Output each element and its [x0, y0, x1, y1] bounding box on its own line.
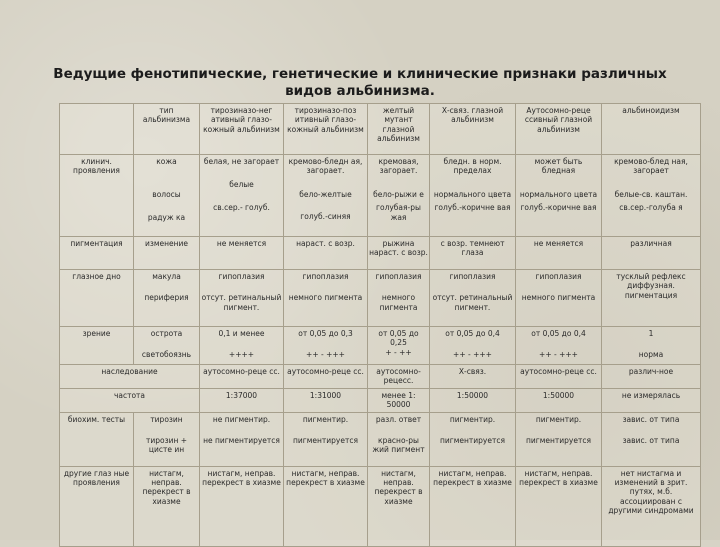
cell-text: бело-желтые	[299, 189, 352, 199]
cell-text: завис. от типа	[622, 414, 680, 424]
cell-text: гипоплазия	[449, 272, 496, 281]
cell-text: отсут. ретинальный пигмент.	[432, 293, 513, 312]
table-cell: нараст. с возр.	[284, 237, 368, 270]
table-cell: нистагм, неправ. перекрест в хиазме	[430, 466, 516, 546]
table-cell: аутосомно-реце сс.	[200, 365, 284, 389]
cell-text: кремово-бледн ая, загорает.	[288, 157, 363, 176]
table-cell	[602, 155, 701, 237]
sub-label-change: изменение	[134, 237, 200, 270]
cell-text: разл. ответ	[375, 414, 422, 424]
table-row-clinical	[60, 155, 701, 237]
cell-text: 0,1 и менее	[218, 329, 265, 338]
table-row-other	[60, 466, 701, 546]
cell-text: + - ++	[385, 347, 412, 357]
table-cell	[602, 327, 701, 365]
header-col-4: Х-связ. глазной альбинизм	[430, 104, 516, 155]
cell-text: белые	[229, 180, 254, 190]
cell-text: от 0,05 до 0,3	[298, 329, 353, 338]
table-cell	[430, 412, 516, 466]
table-cell	[200, 155, 284, 237]
header-col-5: Аутосомно-реце ссивный глазной альбинизм	[516, 104, 602, 155]
sub-label-tyrosine-cysteine: тирозин + цисте ин	[145, 436, 188, 455]
cell-text: ++ - +++	[453, 350, 492, 360]
sub-label-macula: макула	[152, 272, 181, 281]
sub-label-acuity: острота	[150, 329, 183, 338]
row-label-clinical: клинич. проявления	[60, 155, 134, 237]
cell-text: пигментируется	[526, 436, 591, 446]
cell-text: кремовая, загорает.	[378, 157, 419, 176]
cell-sub-labels	[134, 412, 200, 466]
table-cell: рыжина нараст. с возр.	[368, 237, 430, 270]
header-type: тип альбинизма	[134, 104, 200, 155]
cell-text: св.сер.-голуба я	[619, 203, 683, 213]
table-cell	[368, 270, 430, 327]
table-row-vision	[60, 327, 701, 365]
header-col-2: тирозиназо-поз итивный глазо-кожный альбинизм	[284, 104, 368, 155]
cell-sub-labels	[134, 327, 200, 365]
table-cell	[430, 155, 516, 237]
cell-text: белая, не загорает	[203, 157, 280, 166]
table-cell: 1:31000	[284, 388, 368, 412]
table-row-inheritance	[60, 365, 701, 389]
slide-title: Ведущие фенотипические, генетические и клинические признаки различных видов альбинизма.	[53, 66, 667, 99]
table-cell	[284, 155, 368, 237]
table-cell	[284, 327, 368, 365]
row-label-biochem: биохим. тесты	[60, 412, 134, 466]
cell-text: бело-рыжи е	[373, 189, 424, 199]
sub-label-periphery: периферия	[144, 293, 189, 303]
table-cell: нистагм, неправ. перекрест в хиазме	[284, 466, 368, 546]
row-label-inheritance: наследование	[60, 365, 200, 389]
cell-text: нормального цвета	[519, 189, 598, 199]
table-cell: с возр. темнеют глаза	[430, 237, 516, 270]
cell-text: 1	[648, 329, 654, 338]
cell-text: голуб.-синяя	[300, 212, 351, 222]
cell-text: св.сер.- голуб.	[213, 202, 270, 212]
table-cell	[200, 270, 284, 327]
sub-label-hair: волосы	[152, 190, 181, 200]
cell-text: пигментируется	[293, 436, 358, 446]
cell-text: ++ - +++	[539, 350, 578, 360]
table-cell: нистагм, неправ. перекрест в хиазме	[516, 466, 602, 546]
table-row-pigment	[60, 237, 701, 270]
cell-text: норма	[638, 350, 664, 360]
row-label-pigment: пигментация	[60, 237, 134, 270]
row-label-fundus: глазное дно	[60, 270, 134, 327]
cell-text: немного пигмента	[379, 293, 418, 312]
table-cell	[430, 270, 516, 327]
table-cell: Х-связ.	[430, 365, 516, 389]
cell-text: немного пигмента	[288, 293, 363, 303]
cell-text: пигментир.	[449, 414, 496, 424]
table-cell: различная	[602, 237, 701, 270]
table-cell	[516, 412, 602, 466]
table-cell: не меняется	[200, 237, 284, 270]
header-col-6: альбиноидизм	[602, 104, 701, 155]
cell-text: пигментир.	[302, 414, 349, 424]
cell-text: нормального цвета	[433, 189, 512, 199]
cell-text: завис. от типа	[622, 436, 680, 446]
cell-text: от 0,05 до 0,4	[531, 329, 586, 338]
table-cell	[516, 155, 602, 237]
table-row-biochem	[60, 412, 701, 466]
header-col-1: тирозиназо-нег ативный глазо-кожный альбинизм	[200, 104, 284, 155]
cell-text: тусклый рефлекс	[616, 272, 686, 281]
table-cell: нистагм, неправ. перекрест в хиазме	[200, 466, 284, 546]
cell-sub-labels	[134, 270, 200, 327]
table-cell	[516, 327, 602, 365]
cell-text: кремово-блед ная, загорает	[614, 157, 688, 176]
table-cell	[602, 412, 701, 466]
cell-text: ++++	[228, 350, 255, 360]
table-cell	[368, 327, 430, 365]
sub-label-skin: кожа	[156, 157, 177, 166]
albinism-table	[59, 103, 701, 547]
cell-text: от 0,05 до 0,25	[378, 329, 419, 348]
table-cell: 1:37000	[200, 388, 284, 412]
table-cell: 1:50000	[430, 388, 516, 412]
header-empty-cell	[60, 104, 134, 155]
cell-text: голуб.-коричне вая	[434, 203, 511, 213]
table-cell	[430, 327, 516, 365]
cell-sub-labels	[134, 155, 200, 237]
cell-text: пигментир.	[535, 414, 582, 424]
cell-text: гипоплазия	[302, 272, 349, 281]
row-label-vision: зрение	[60, 327, 134, 365]
cell-text: немного пигмента	[521, 293, 596, 303]
header-col-3: желтый мутант глазной альбинизм	[368, 104, 430, 155]
table-cell: нистагм, неправ. перекрест в хиазме	[134, 466, 200, 546]
cell-text: может быть бледная	[534, 157, 583, 176]
cell-text: голуб.-коричне вая	[520, 203, 597, 213]
table-cell: менее 1: 50000	[368, 388, 430, 412]
table-cell: нистагм, неправ. перекрест в хиазме	[368, 466, 430, 546]
table-cell	[284, 270, 368, 327]
table-cell	[200, 412, 284, 466]
table-cell	[516, 270, 602, 327]
table-cell	[368, 412, 430, 466]
table-cell: не измерялась	[602, 388, 701, 412]
cell-text: гипоплазия	[218, 272, 265, 281]
table-cell: 1:50000	[516, 388, 602, 412]
table-cell	[284, 412, 368, 466]
cell-text: ++ - +++	[306, 350, 345, 360]
cell-text: от 0,05 до 0,4	[445, 329, 500, 338]
cell-text: диффузная. пигментация	[624, 281, 678, 300]
sub-label-tyrosine: тирозин	[150, 414, 183, 424]
table-cell: различ-ное	[602, 365, 701, 389]
table-cell	[200, 327, 284, 365]
row-label-frequency: частота	[60, 388, 200, 412]
table-cell: нет нистагма и изменений в зрит. путях, м.б. ассоциирован с другими синдромами	[602, 466, 701, 546]
cell-text: пигментируется	[440, 436, 505, 446]
table-cell: аутосомно-реце сс.	[284, 365, 368, 389]
cell-text: гипоплазия	[375, 272, 422, 281]
table-cell: аутосомно-рецесс.	[368, 365, 430, 389]
cell-text: голубая-ры жая	[376, 203, 421, 222]
sub-label-iris: радуж ка	[147, 212, 186, 222]
table-row-frequency	[60, 388, 701, 412]
cell-text: гипоплазия	[535, 272, 582, 281]
table-row-fundus	[60, 270, 701, 327]
row-label-other: другие глаз ные проявления	[60, 466, 134, 546]
cell-text: бледн. в норм. пределах	[443, 157, 502, 176]
cell-text: белые-св. каштан.	[614, 189, 688, 199]
cell-text: отсут. ретинальный пигмент.	[201, 293, 282, 312]
table-cell	[368, 155, 430, 237]
cell-text: не пигментир.	[212, 414, 271, 424]
table-cell: аутосомно-реце сс.	[516, 365, 602, 389]
cell-text: красно-ры жий пигмент	[372, 436, 425, 455]
sub-label-photophobia: светобоязнь	[141, 350, 192, 360]
table-cell	[602, 270, 701, 327]
table-row-header	[60, 104, 701, 155]
table-cell: не меняется	[516, 237, 602, 270]
cell-text: не пигментируется	[203, 436, 280, 446]
